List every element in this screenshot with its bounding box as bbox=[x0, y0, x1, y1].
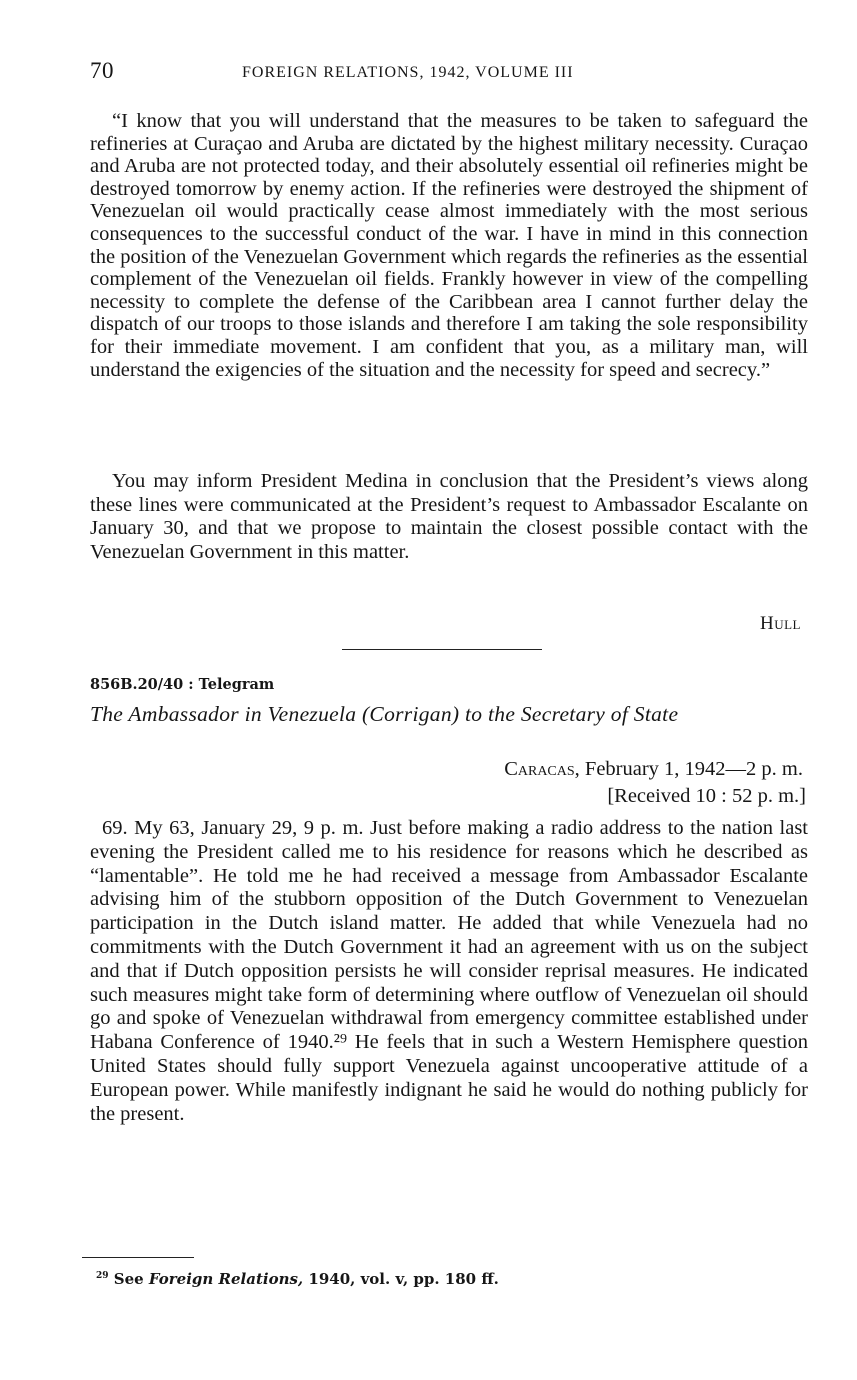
dateline-date-time: February 1, 1942—2 p. m. bbox=[584, 758, 803, 780]
telegram-paragraph: 69. My 63, January 29, 9 p. m. Just before making a radio address to the nation last evening the President called me to his residence for reasons which he described as “lamentable”. He told me he had received a message from Ambassador Escalante advising him of the stubborn opposition of the Dutch Government to Venezuelan participation in the Dutch island matter. He added that while Venezuela had no commitments with the Dutch Government it had an agreement with us on the subject and that if Dutch opposition persists he will consider reprisal measures. He indicated such measures might take form of determining where outflow of Venezuelan oil should go and spoke of Venezuelan withdrawal from emergency committee established under Habana Conference of 1940.²⁹ He feels that in such a Western Hemisphere question United States should fully support Venezuela against uncooperative attitude of a European power. While manifestly indignant he said he would do nothing publicly for the present. bbox=[90, 817, 808, 1125]
quote-paragraph: “I know that you will understand that the measures to be taken to safeguard the refineries at Curaçao and Aruba are dictated by the highest military necessity. Curaçao and Aruba are not protected today, and their absolutely essential oil refineries might be destroyed tomorrow by enemy action. If the refineries were destroyed the shipment of Venezuelan oil would practically cease almost immediately with the most serious consequences to the successful conduct of the war. I have in mind in this connection the position of the Venezuelan Government which regards the refineries as the essential complement of the Venezuelan oil fields. Frankly however in view of the compelling necessity to complete the defense of the Caribbean area I cannot further delay the dispatch of our troops to those islands and therefore I am taking the sole responsibility for their immediate movement. I am confident that you, as a military man, will understand the exigencies of the situation and the necessity for speed and secrecy.” bbox=[90, 110, 808, 381]
footnote bbox=[96, 1270, 499, 1288]
received-time: [Received 10 : 52 p. m.] bbox=[607, 785, 806, 807]
footnote-prefix: See bbox=[113, 1270, 144, 1288]
footnote-marker: 29 bbox=[96, 1271, 109, 1281]
section-divider bbox=[342, 649, 542, 650]
signature: Hull bbox=[760, 613, 801, 634]
file-reference: 856B.20/40 : Telegram bbox=[90, 676, 275, 693]
dateline bbox=[504, 758, 803, 781]
dateline-place: Caracas, bbox=[504, 758, 580, 780]
page-number: 70 bbox=[90, 58, 114, 83]
page-header bbox=[90, 58, 810, 88]
running-head: FOREIGN RELATIONS, 1942, VOLUME III bbox=[242, 64, 574, 81]
document-title: The Ambassador in Venezuela (Corrigan) to the Secretary of State bbox=[90, 702, 679, 726]
footnote-source-title: Foreign Relations, bbox=[148, 1270, 304, 1288]
footnote-divider bbox=[82, 1257, 194, 1258]
footnote-citation: 1940, vol. v, pp. 180 ff. bbox=[308, 1270, 499, 1288]
inform-paragraph: You may inform President Medina in conclusion that the President’s views along these lines were communicated at the President’s request to Ambassador Escalante on January 30, and that we propose to maintain the closest possible contact with the Venezuelan Government in this matter. bbox=[90, 470, 808, 563]
